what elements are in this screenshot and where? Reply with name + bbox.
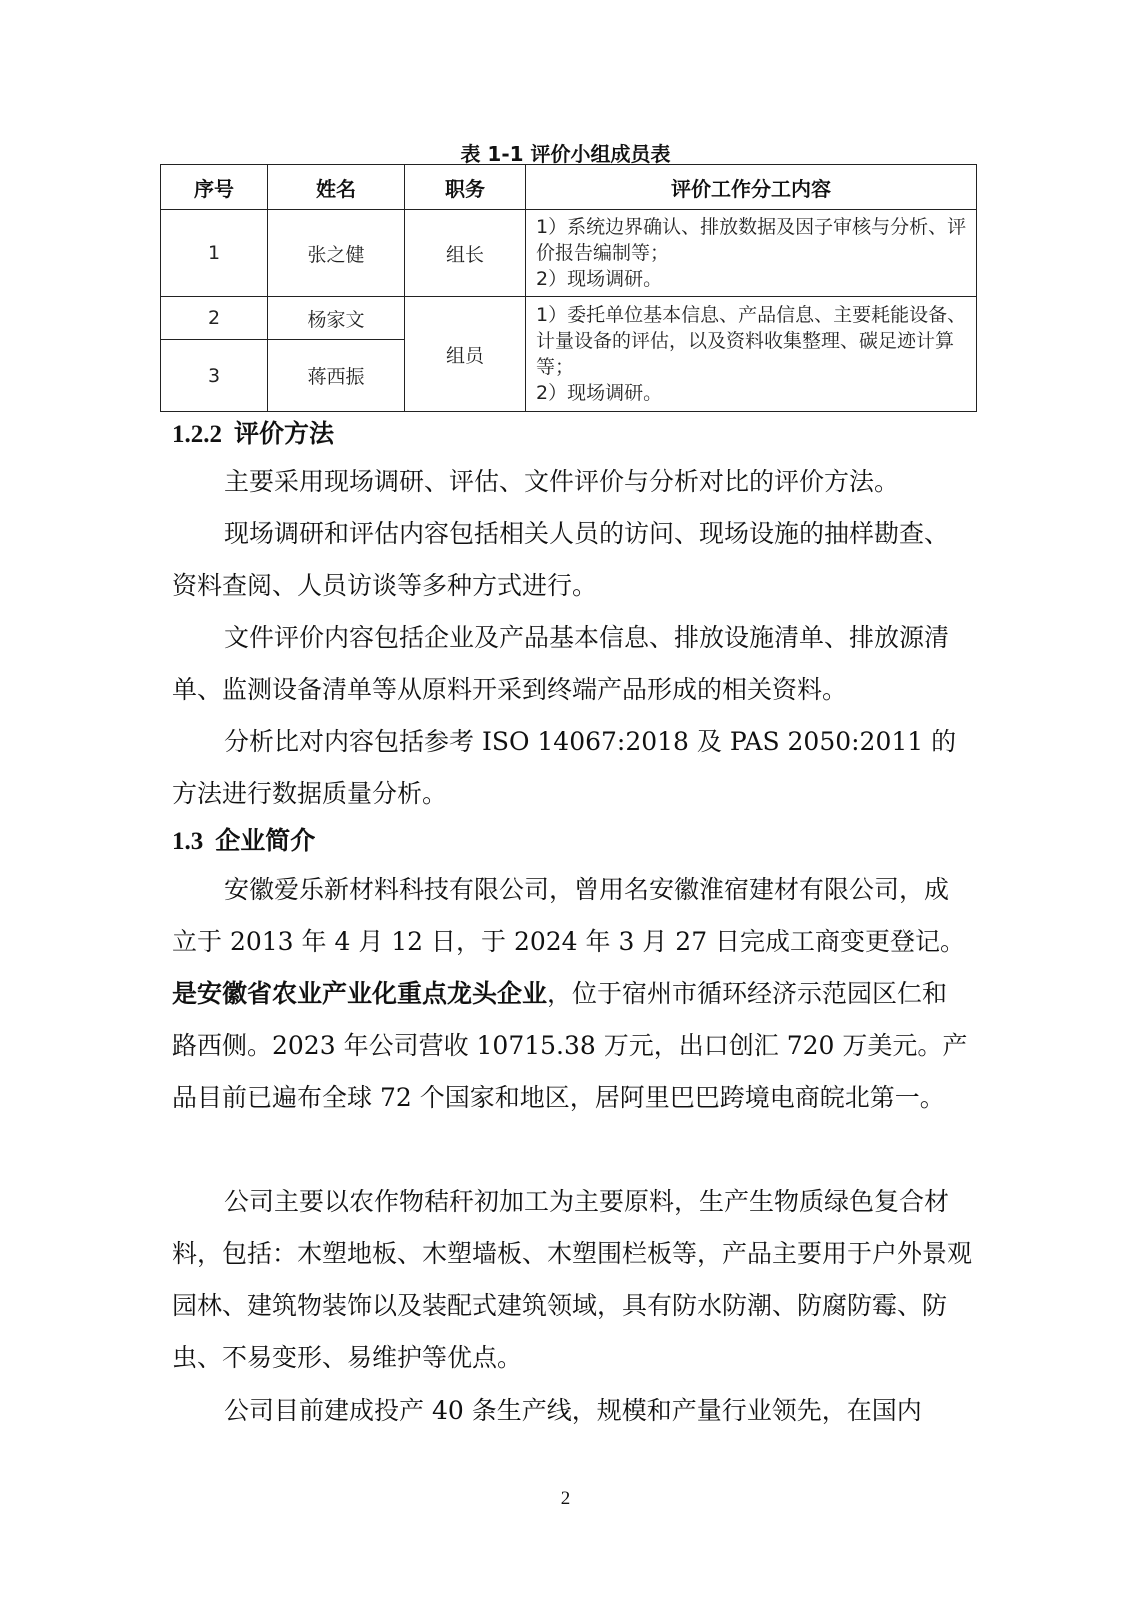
cell-role: 组长 [405,210,526,297]
header-name: 姓名 [268,165,405,210]
header-role: 职务 [405,165,526,210]
paragraph-text: ，位于宿州市循环经济示范园区仁和路西侧。2023 年公司营收 10715.38 万元，出口创汇 720 万美元。产品目前已遍布全球 72 个国家和地区，居阿里巴巴跨境电商皖北第一。 [172,979,968,1112]
table-row [161,297,977,340]
table-header-row [161,165,977,210]
paragraph-text: 安徽爱乐新材料科技有限公司，曾用名安徽淮宿建材有限公司，成立于 2013 年 4 月 12 日，于 2024 年 3 月 27 日完成工商变更登记。 [172,875,966,956]
cell-name: 杨家文 [268,297,405,340]
section-number: 1.2.2 [172,421,222,448]
table-row [161,210,977,297]
page-number: 2 [560,1488,571,1509]
paragraph: 现场调研和评估内容包括相关人员的访问、现场设施的抽样勘查、资料查阅、人员访谈等多种方式进行。 [172,519,950,600]
paragraph: 公司主要以农作物秸秆初加工为主要原料，生产生物质绿色复合材料，包括：木塑地板、木塑墙板、木塑围栏板等，产品主要用于户外景观园林、建筑物装饰以及装配式建筑领域，具有防水防潮、防腐防霉、防虫、不易变形、易维护等优点。 [172,1187,973,1372]
cell-no: 3 [161,340,268,412]
section-number: 1.3 [172,828,204,855]
cell-duty [526,297,977,412]
duty-line: 1）系统边界确认、排放数据及因子审核与分析、评价报告编制等； [536,216,967,264]
paragraph: 公司目前建成投产 40 条生产线，规模和产量行业领先，在国内 [224,1396,922,1425]
header-duty: 评价工作分工内容 [526,165,977,210]
paragraph: 分析比对内容包括参考 ISO 14067:2018 及 PAS 2050:2011 的方法进行数据质量分析。 [172,727,957,808]
cell-no: 1 [161,210,268,297]
duty-line: 1）委托单位基本信息、产品信息、主要耗能设备、计量设备的评估，以及资料收集整理、碳足迹计算等； [536,304,967,378]
evaluation-team-table [160,164,977,412]
paragraph: 主要采用现场调研、评估、文件评价与分析对比的评价方法。 [224,467,900,496]
duty-line: 2）现场调研。 [536,382,663,404]
company-intro-paragraph [172,864,972,1124]
cell-no: 2 [161,297,268,340]
paragraph: 文件评价内容包括企业及产品基本信息、排放设施清单、排放源清单、监测设备清单等从原料开采到终端产品形成的相关资料。 [172,623,950,704]
table-caption: 表 1-1 评价小组成员表 [460,142,671,166]
header-no: 序号 [161,165,268,210]
highlight-text: 是安徽省农业产业化重点龙头企业 [172,979,548,1008]
section-heading-1-2-2 [172,414,334,450]
cell-role: 组员 [405,297,526,412]
section-heading-1-3 [172,821,315,857]
section-title: 评价方法 [234,419,335,448]
section-title: 企业简介 [215,826,316,855]
cell-name: 蒋西振 [268,340,405,412]
cell-name: 张之健 [268,210,405,297]
cell-duty [526,210,977,297]
duty-line: 2）现场调研。 [536,268,663,290]
